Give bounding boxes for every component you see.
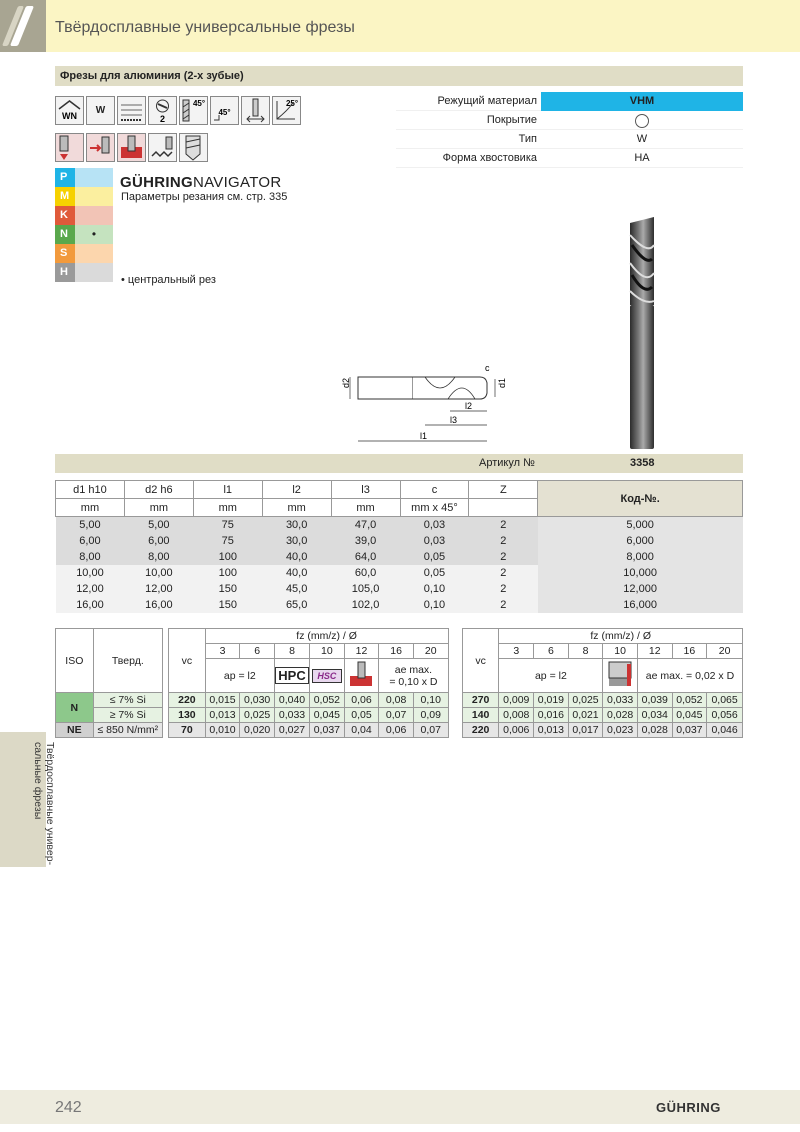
coating-value — [541, 111, 743, 130]
vc-cell: 130 — [169, 708, 206, 723]
property-label: Покрытие — [486, 114, 537, 126]
section-title-bar — [55, 66, 743, 86]
l3-label: l3 — [450, 415, 458, 425]
col-l2: l2 — [262, 481, 331, 499]
helix-45-icon — [179, 96, 208, 125]
col-code: Код-№. — [538, 481, 743, 517]
c-label: c — [485, 363, 490, 373]
chapter-logo — [0, 0, 46, 52]
cutting-params-note: Параметры резания см. стр. 335 — [121, 191, 288, 203]
ap-right: ap = l2 — [499, 659, 603, 693]
vc-cell: 220 — [169, 693, 206, 708]
property-label: Форма хвостовика — [442, 152, 537, 164]
ap-left: ap = l2 — [205, 659, 274, 693]
side-strategy-icon — [603, 659, 638, 693]
table-row: 12,00 12,00 150 45,0 105,0 0,10 2 12,000 — [56, 581, 743, 597]
table-row: ≥ 7% Si 130 0,013 0,025 0,033 0,045 0,05 0,07 0,09 140 0,008 0,016 0,021 0,028 0,034 0,045 0,056 — [56, 708, 743, 723]
angle-25-icon — [272, 96, 301, 125]
property-row — [396, 111, 743, 130]
material-row-s: S — [55, 244, 113, 263]
article-code: 5,000 — [538, 517, 743, 533]
type-value: W — [636, 133, 648, 145]
material-groups — [55, 168, 113, 282]
diameter-row: 3 6 8 10 12 16 20 3 6 8 10 12 16 20 — [56, 644, 743, 659]
cutting-data-table — [55, 628, 743, 738]
d2-label: d2 — [341, 377, 351, 388]
table-row: N ≤ 7% Si 220 0,015 0,030 0,040 0,052 0,06 0,08 0,10 270 0,009 0,019 0,025 0,033 0,039 0,052 0,065 — [56, 693, 743, 708]
hardness-cell: ≤ 7% Si — [93, 693, 162, 708]
hardness-header: Тверд. — [93, 629, 162, 693]
page-number: 242 — [55, 1099, 82, 1116]
article-code: 6,000 — [538, 533, 743, 549]
header-bar — [0, 0, 800, 52]
material-row-p: P — [55, 168, 113, 187]
hsc-icon: HSC — [310, 659, 345, 693]
flutes-2-icon — [148, 96, 177, 125]
tool-properties — [396, 92, 743, 168]
article-code: 8,000 — [538, 549, 743, 565]
svg-text:45°: 45° — [218, 108, 231, 117]
property-row — [396, 149, 743, 168]
cutting-direction-icon — [117, 96, 146, 125]
table-row: 16,00 16,00 150 65,0 102,0 0,10 2 16,000 — [56, 597, 743, 613]
ae-right: ae max. = 0,02 x D — [637, 659, 742, 693]
table-row: 5,00 5,00 75 30,0 47,0 0,03 2 5,000 — [56, 517, 743, 533]
table-row: 8,00 8,00 100 40,0 64,0 0,05 2 8,000 — [56, 549, 743, 565]
center-cut-note: • центральный рез — [121, 274, 216, 286]
slot-strategy-icon — [344, 659, 379, 693]
l2-label: l2 — [465, 401, 473, 411]
chamfer-45-icon — [210, 96, 239, 125]
col-c: c — [400, 481, 469, 499]
vc-cell: 220 — [462, 723, 499, 738]
vc-cell: 270 — [462, 693, 499, 708]
slot-milling-icon — [117, 133, 146, 162]
article-code: 12,000 — [538, 581, 743, 597]
vc-cell: 140 — [462, 708, 499, 723]
col-l1: l1 — [193, 481, 262, 499]
hardness-cell: ≥ 7% Si — [93, 708, 162, 723]
guhring-logo: GÜHRING — [656, 1100, 721, 1115]
hardness-cell: ≤ 850 N/mm² — [93, 723, 162, 738]
centre-cut-icon — [55, 133, 84, 162]
d1-label: d1 — [497, 377, 507, 388]
material-row-h: H — [55, 263, 113, 282]
table-row: NE ≤ 850 N/mm² 70 0,010 0,020 0,027 0,037 0,04 0,06 0,07 220 0,006 0,013 0,017 0,023 0,028 0,037 0,046 — [56, 723, 743, 738]
vc-header: vc — [462, 629, 499, 693]
svg-text:25°: 25° — [285, 99, 299, 108]
fz-header: fz (mm/z) / Ø — [205, 629, 448, 644]
col-z: Z — [469, 481, 538, 499]
plunge-icon — [86, 133, 115, 162]
iso-group-n: N — [56, 693, 94, 723]
col-d1: d1 h10 — [56, 481, 125, 499]
svg-text:2: 2 — [159, 114, 166, 124]
vc-cell: 70 — [169, 723, 206, 738]
l1-label: l1 — [420, 431, 428, 441]
material-row-n: N • — [55, 225, 113, 244]
article-bar — [55, 454, 743, 473]
property-row — [396, 92, 743, 111]
page-title: Твёрдосплавные универсальные фрезы — [55, 19, 355, 36]
material-row-m: M — [55, 187, 113, 206]
tool-length-icon — [241, 96, 270, 125]
wn-shank-icon — [55, 96, 84, 125]
article-code: 16,000 — [538, 597, 743, 613]
hpc-icon: HPC — [274, 659, 309, 693]
vc-header: vc — [169, 629, 206, 693]
tool-dimension-drawing — [330, 355, 510, 450]
svg-text:WN: WN — [62, 111, 77, 121]
table-row: 6,00 6,00 75 30,0 39,0 0,03 2 6,000 — [56, 533, 743, 549]
dims-units-row: mm mm mm mm mm mm x 45° — [56, 499, 743, 517]
col-d2: d2 h6 — [124, 481, 193, 499]
tool-profile-icon — [179, 133, 208, 162]
table-row: 10,00 10,00 100 40,0 60,0 0,05 2 10,000 — [56, 565, 743, 581]
shank-form-value: HA — [634, 152, 650, 164]
side-milling-icon — [148, 133, 177, 162]
article-number: 3358 — [630, 457, 655, 469]
property-label: Режущий материал — [437, 95, 537, 107]
w-type-icon: W — [86, 96, 115, 125]
cutting-material-value: VHM — [541, 92, 743, 111]
article-label: Артикул № — [479, 457, 535, 469]
iso-group-ne: NE — [56, 723, 94, 738]
material-row-k: K — [55, 206, 113, 225]
end-mill-image — [618, 215, 663, 451]
col-l3: l3 — [331, 481, 400, 499]
chapter-side-tab[interactable]: Твёрдосплавные универ- сальные фрезы — [0, 732, 46, 867]
guhring-navigator-logo: GÜHRINGNAVIGATOR — [120, 174, 282, 191]
svg-text:45°: 45° — [192, 99, 206, 108]
property-label: Тип — [518, 133, 537, 145]
fz-header: fz (mm/z) / Ø — [499, 629, 743, 644]
iso-header: ISO — [56, 629, 94, 693]
ae-left: ae max. = 0,10 x D — [379, 659, 448, 693]
dims-header-row — [56, 481, 743, 499]
property-row — [396, 130, 743, 149]
section-title: Фрезы для алюминия (2-х зубые) — [60, 70, 244, 82]
uncoated-circle-icon — [635, 114, 649, 128]
dimensions-table — [55, 480, 743, 613]
suitability-dot: • — [91, 227, 97, 241]
article-code: 10,000 — [538, 565, 743, 581]
